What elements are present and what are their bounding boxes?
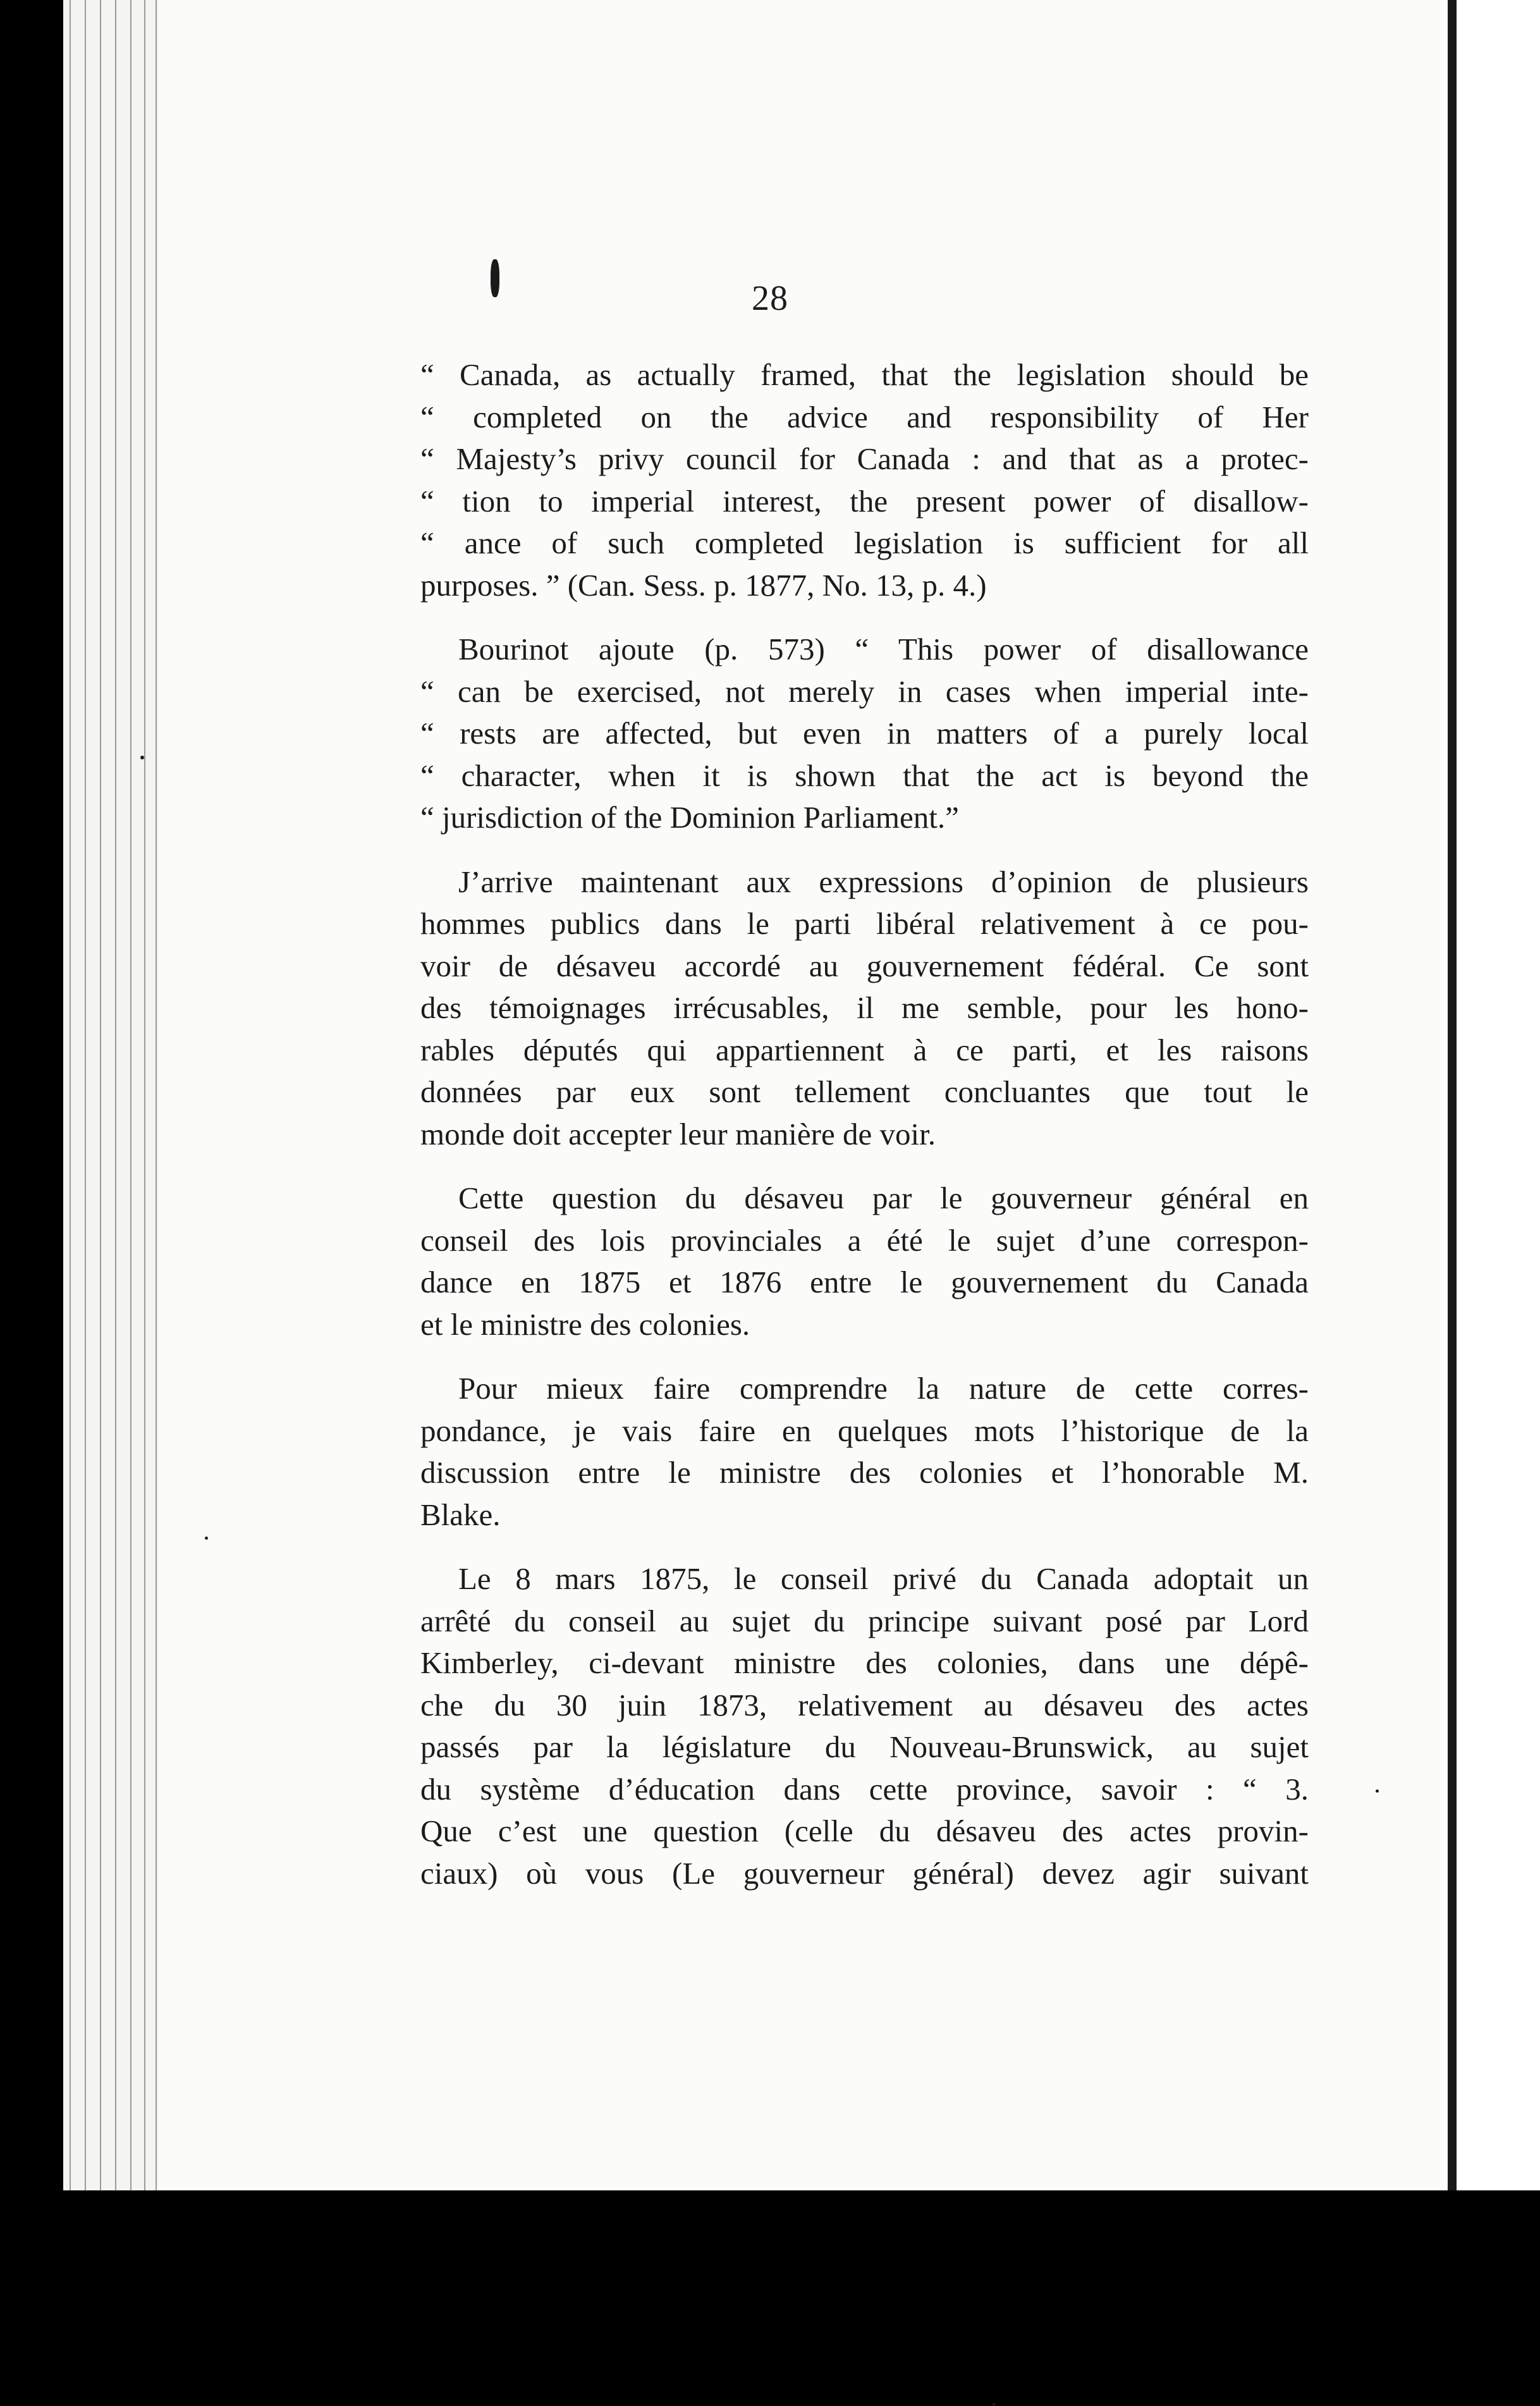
- text-line: “ Majesty’s privy council for Canada : and that as a protec-: [420, 441, 1309, 476]
- text-line: che du 30 juin 1873, relativement au désaveu des actes: [420, 1687, 1309, 1722]
- text-line: “ can be exercised, not merely in cases when imperial inte-: [420, 673, 1309, 709]
- paragraph-8-mars-1875: [420, 1558, 1309, 1894]
- page-edge: [144, 0, 145, 2190]
- page-edge: [70, 0, 71, 2190]
- text-line: Bourinot ajoute (p. 573) “ This power of disallowance: [458, 632, 1309, 666]
- text-line: voir de désaveu accordé au gouvernement fédéral. Ce sont: [420, 948, 1309, 983]
- paragraph-quote-canada: [420, 354, 1309, 606]
- text-line: “ rests are affected, but even in matters of a purely local: [420, 716, 1309, 751]
- text-line: “ Canada, as actually framed, that the legislation should be: [420, 357, 1309, 392]
- scan-speck: [205, 1537, 208, 1540]
- text-line: “ completed on the advice and responsibility of Her: [420, 399, 1309, 434]
- text-line: hommes publics dans le parti libéral relativement à ce pou-: [420, 906, 1309, 941]
- text-line: Que c’est une question (celle du désaveu des actes provin-: [420, 1814, 1309, 1848]
- scan-speck: [1376, 1789, 1379, 1793]
- scan-speck: [19, 1107, 25, 1113]
- text-line: et le ministre des colonies.: [420, 1306, 750, 1342]
- scan-speck: [13, 607, 18, 612]
- text-line: du système d’éducation dans cette province, savoir : “ 3.: [420, 1771, 1309, 1807]
- text-line: discussion entre le ministre des colonies et l’honorable M.: [420, 1455, 1309, 1490]
- text-line: conseil des lois provinciales a été le sujet d’une correspon-: [420, 1222, 1309, 1258]
- paragraph-question-desaveu: [420, 1177, 1309, 1346]
- text-line: données par eux sont tellement concluantes que tout le: [420, 1074, 1309, 1109]
- text-line: Cette question du désaveu par le gouverneur général en: [458, 1181, 1309, 1215]
- text-line: Kimberley, ci-devant ministre des colonies, dans une dépê-: [420, 1645, 1309, 1680]
- text-line: arrêté du conseil au sujet du principe suivant posé par Lord: [420, 1603, 1309, 1638]
- page-edge: [130, 0, 131, 2190]
- paragraph-bourinot: [420, 629, 1309, 839]
- text-line: ciaux) où vous (Le gouverneur général) devez agir suivant: [420, 1855, 1309, 1891]
- text-line: des témoignages irrécusables, il me semble, pour les hono-: [420, 990, 1309, 1025]
- text-line: passés par la législature du Nouveau-Brunswick, au sujet: [420, 1729, 1309, 1764]
- paragraph-correspondance: [420, 1368, 1309, 1536]
- page-edge: [100, 0, 101, 2190]
- text-line: purposes. ” (Can. Sess. p. 1877, No. 13, p. 4.): [420, 567, 987, 603]
- page-edge: [156, 0, 157, 2190]
- paragraph-opinions: [420, 861, 1309, 1156]
- text-line: Pour mieux faire comprendre la nature de cette corres-: [458, 1371, 1309, 1406]
- book-spine: [1448, 0, 1457, 2190]
- text-line: Blake.: [420, 1497, 501, 1532]
- text-line: “ tion to imperial interest, the present power of disallow-: [420, 483, 1309, 519]
- page-edge: [85, 0, 86, 2190]
- page-edge: [115, 0, 116, 2190]
- right-gutter: [1448, 0, 1540, 2190]
- text-line: monde doit accepter leur manière de voir.: [420, 1116, 936, 1151]
- text-line: dance en 1875 et 1876 entre le gouvernement du Canada: [420, 1265, 1309, 1299]
- scan-speck: [24, 1963, 33, 1975]
- text-line: Le 8 mars 1875, le conseil privé du Canada adoptait un: [458, 1561, 1309, 1596]
- text-line: J’arrive maintenant aux expressions d’opinion de plusieurs: [458, 864, 1309, 899]
- text-line: pondance, je vais faire en quelques mots l’historique de la: [420, 1413, 1309, 1448]
- text-line: “ character, when it is shown that the act is beyond the: [420, 758, 1309, 793]
- text-line: rables députés qui appartiennent à ce parti, et les raisons: [420, 1032, 1309, 1067]
- text-line: “ ance of such completed legislation is sufficient for all: [420, 525, 1309, 560]
- body-text: [420, 354, 1309, 1917]
- text-line: “ jurisdiction of the Dominion Parliament.”: [420, 800, 959, 835]
- scan-speck: [993, 2403, 996, 2406]
- scan-speck: [14, 1925, 24, 1934]
- page-number: 28: [752, 279, 788, 318]
- scan-speck: [140, 756, 144, 759]
